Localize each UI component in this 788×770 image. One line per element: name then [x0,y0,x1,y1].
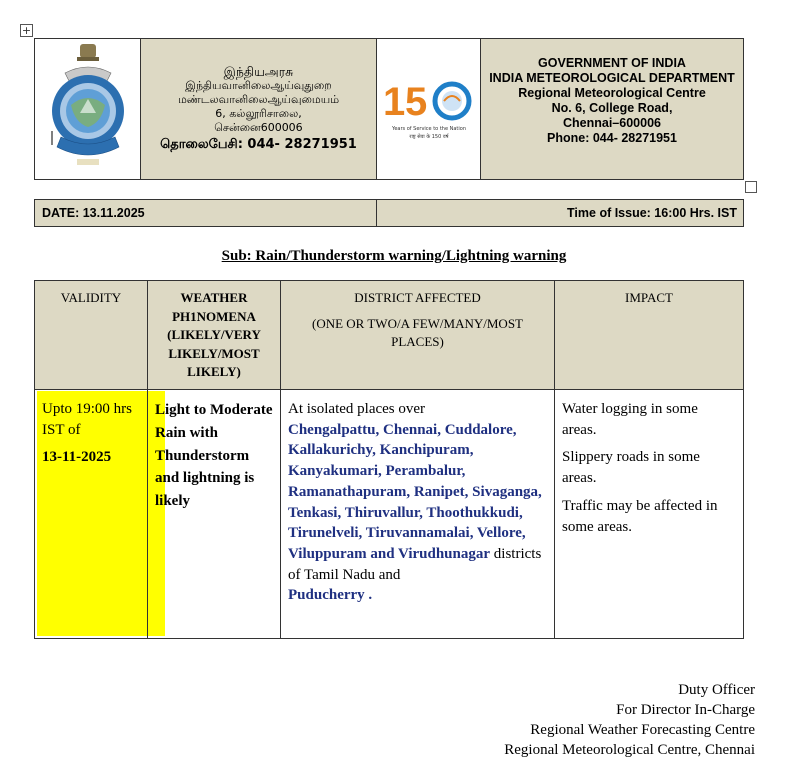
validity-cell [35,399,147,468]
impact-cell [555,399,743,544]
table-resize-handle[interactable] [745,181,757,193]
district-state: districts of Tamil Nadu and [288,545,542,583]
district-cell [281,399,554,606]
impact-waterlogging: Water logging in some areas. [562,401,698,438]
district-intro: At isolated places over [288,401,426,417]
issue-time: Time of Issue: 16:00 Hrs. IST [567,206,737,220]
impact-traffic: Traffic may be affected in some areas. [562,497,718,535]
logo-tagline-hindi: राष्ट्र सेवा के 150 वर्ष [409,134,449,140]
signature-block [504,680,755,760]
validity-text: Upto 19:00 hrs IST of [42,401,132,438]
district-ut: Puducherry . [288,587,373,604]
eng-centre: Regional Meteorological Centre [518,86,706,100]
imd-150-years-logo [377,39,481,179]
tamil-dept: இந்தியவானிலைஆய்வுதுறை [185,79,332,92]
district-header-title: DISTRICT AFFECTED [354,290,481,305]
validity-date: 13-11-2025 [42,449,112,466]
issue-date: DATE: 13.11.2025 [35,200,377,226]
tamil-govt: இந்தியஅரசு [223,64,294,79]
district-list: Chengalpattu, Chennai, Cuddalore, Kallakurichy, Kanchipuram, Kanyakumari, Perambalur, Ramanathapuram, Ranipet, Sivaganga, Tenkasi, Thiruvallur, Thoothukkudi, Tirunelveli, Tiruvannamalai, Vellore, Viluppuram and Virudhunagar [288,421,542,562]
phenomena-header: WEATHER PH1NOMENA (LIKELY/VERY LIKELY/MOST LIKELY) [167,290,261,379]
validity-column [35,281,148,638]
district-header [281,289,554,352]
eng-city: Chennai–600006 [563,116,661,130]
english-address-cell [481,39,743,179]
imd-emblem-cell [35,39,141,179]
logo-150-one: 1 [383,80,406,124]
impact-header: IMPACT [625,290,673,305]
tamil-address-cell [141,39,377,179]
sign-duty-officer: Duty Officer [678,682,755,698]
imd-emblem-icon [35,39,141,179]
validity-header: VALIDITY [60,290,122,305]
tamil-road: 6, கல்லூரிசாலை, [215,107,302,120]
letterhead-table [34,38,744,180]
eng-dept: INDIA METEOROLOGICAL DEPARTMENT [489,71,735,85]
impact-column [555,281,743,638]
district-header-sub: (ONE OR TWO/A FEW/MANY/MOST PLACES) [311,315,523,349]
phenomena-cell: Light to Moderate Rain with Thunderstorm and lightning is likely [155,402,273,510]
tamil-city: சென்னை600006 [214,121,303,134]
table-move-handle[interactable]: + [21,24,32,37]
imd-150-logo-cell [377,39,481,179]
impact-slippery-roads: Slippery roads in some areas. [562,449,700,487]
sign-director: For Director In-Charge [616,702,755,718]
eng-road: No. 6, College Road, [551,101,673,115]
warning-table [34,280,744,639]
phenomena-column [148,281,281,638]
tamil-phone: தொலைபேசி: 044- 28271951 [160,137,357,152]
eng-phone: Phone: 044- 28271951 [547,131,677,145]
tamil-centre: மண்டலவானிலைஆய்வுமையம் [177,93,340,106]
subject-line: Sub: Rain/Thunderstorm warning/Lightning warning [221,248,567,264]
date-row [34,199,744,227]
logo-tagline: Years of Service to the Nation [391,126,467,132]
sign-rmc: Regional Meteorological Centre, Chennai [504,742,755,758]
logo-150-five: 5 [405,80,428,124]
sign-rwfc: Regional Weather Forecasting Centre [530,722,755,738]
district-column [281,281,555,638]
eng-govt: GOVERNMENT OF INDIA [538,56,686,70]
